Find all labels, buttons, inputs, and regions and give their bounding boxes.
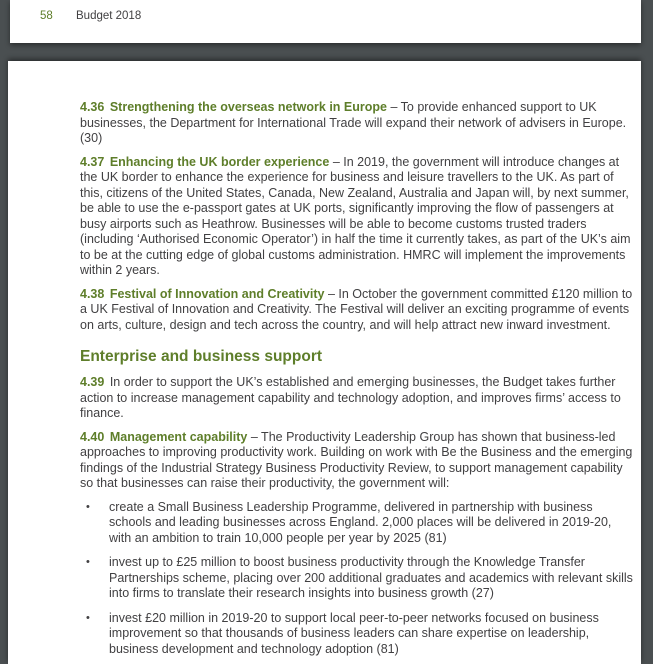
prev-page-bottom <box>10 0 641 43</box>
list-item-text: invest up to £25 million to boost business productivity through the Knowledge Transfer Partnerships scheme, placing over 200 additional graduates and academics with relevant skills into firms to translate their research insights into business growth (27) <box>109 555 633 600</box>
list-item-text: invest £20 million in 2019-20 to support local peer-to-peer networks focused on business improvement so that thousands of business leaders can share expertise on leadership, business development and technology adoption (81) <box>109 610 599 656</box>
paragraph-number: 4.37 <box>80 154 105 169</box>
paragraph-body: – In October the government committed £120 million to a UK Festival of Innovation and Creativity. The Festival will deliver an exciting programme of events on arts, culture, design and tech across the country, and will help attract new inward investment. <box>80 286 633 332</box>
page-footer <box>10 0 641 23</box>
paragraph-number: 4.36 <box>80 100 105 114</box>
paragraph-number: 4.40 <box>80 429 105 444</box>
paragraph-4-39 <box>80 375 636 422</box>
paragraph-number: 4.39 <box>80 375 105 389</box>
paragraph-4-38 <box>80 287 636 334</box>
paragraph-body: – In 2019, the government will introduce changes at the UK border to enhance the experience for business and leisure travellers to the UK. As part of this, citizens of the United States, Canada, New Zealand, Australia and Japan will, by next summer, be able to use the e-passport gates at UK ports, significantly improving the flow of passengers at busy airports such as Heathrow. Businesses will be able to become customs trusted traders (including ‘Authorised Economic Operator’) in half the time it currently takes, as part of the UK’s aim to be at the cutting edge of global customs administration. HMRC will implement the improvements within 2 years. <box>80 154 631 277</box>
list-item-text: create a Small Business Leadership Programme, delivered in partnership with business schools and leading businesses across England. 2,000 places will be delivered in 2019-20, with an ambition to train 10,000 people per year by 2025 (81) <box>109 499 612 545</box>
paragraph-4-40 <box>80 430 636 492</box>
document-title: Budget 2018 <box>76 10 142 22</box>
paragraph-title: Festival of Innovation and Creativity <box>109 286 325 301</box>
section-heading: Enterprise and business support <box>80 348 323 365</box>
paragraph-title: Strengthening the overseas network in Europe <box>109 100 387 114</box>
document-page <box>8 61 641 664</box>
paragraph-title: Enhancing the UK border experience <box>109 154 330 169</box>
bullet-icon: • <box>86 556 90 568</box>
page-number: 58 <box>40 10 53 22</box>
list-item <box>80 611 636 658</box>
paragraph-title: Management capability <box>109 429 248 444</box>
paragraph-4-36 <box>80 100 636 147</box>
bullet-icon: • <box>86 611 90 624</box>
paragraph-4-37 <box>80 155 636 279</box>
paragraph-body: – The Productivity Leadership Group has shown that business-led approaches to improving productivity work. Building on work with Be the Business and the emerging findings of the Industrial Strategy Business Productivity Review, to support management capability so that businesses can raise their productivity, the government will: <box>80 429 633 490</box>
paragraph-body: – To provide enhanced support to UK businesses, the Department for International Trade will expand their network of advisers in Europe. (30) <box>80 100 627 145</box>
bullet-list <box>80 500 636 658</box>
paragraph-body: In order to support the UK’s established and emerging businesses, the Budget takes further action to increase management capability and technology adoption, and improves firms’ access to finance. <box>80 375 621 420</box>
bullet-icon: • <box>86 500 90 513</box>
page-content <box>8 61 636 657</box>
list-item <box>80 555 636 602</box>
paragraph-number: 4.38 <box>80 286 105 301</box>
list-item <box>80 500 636 547</box>
